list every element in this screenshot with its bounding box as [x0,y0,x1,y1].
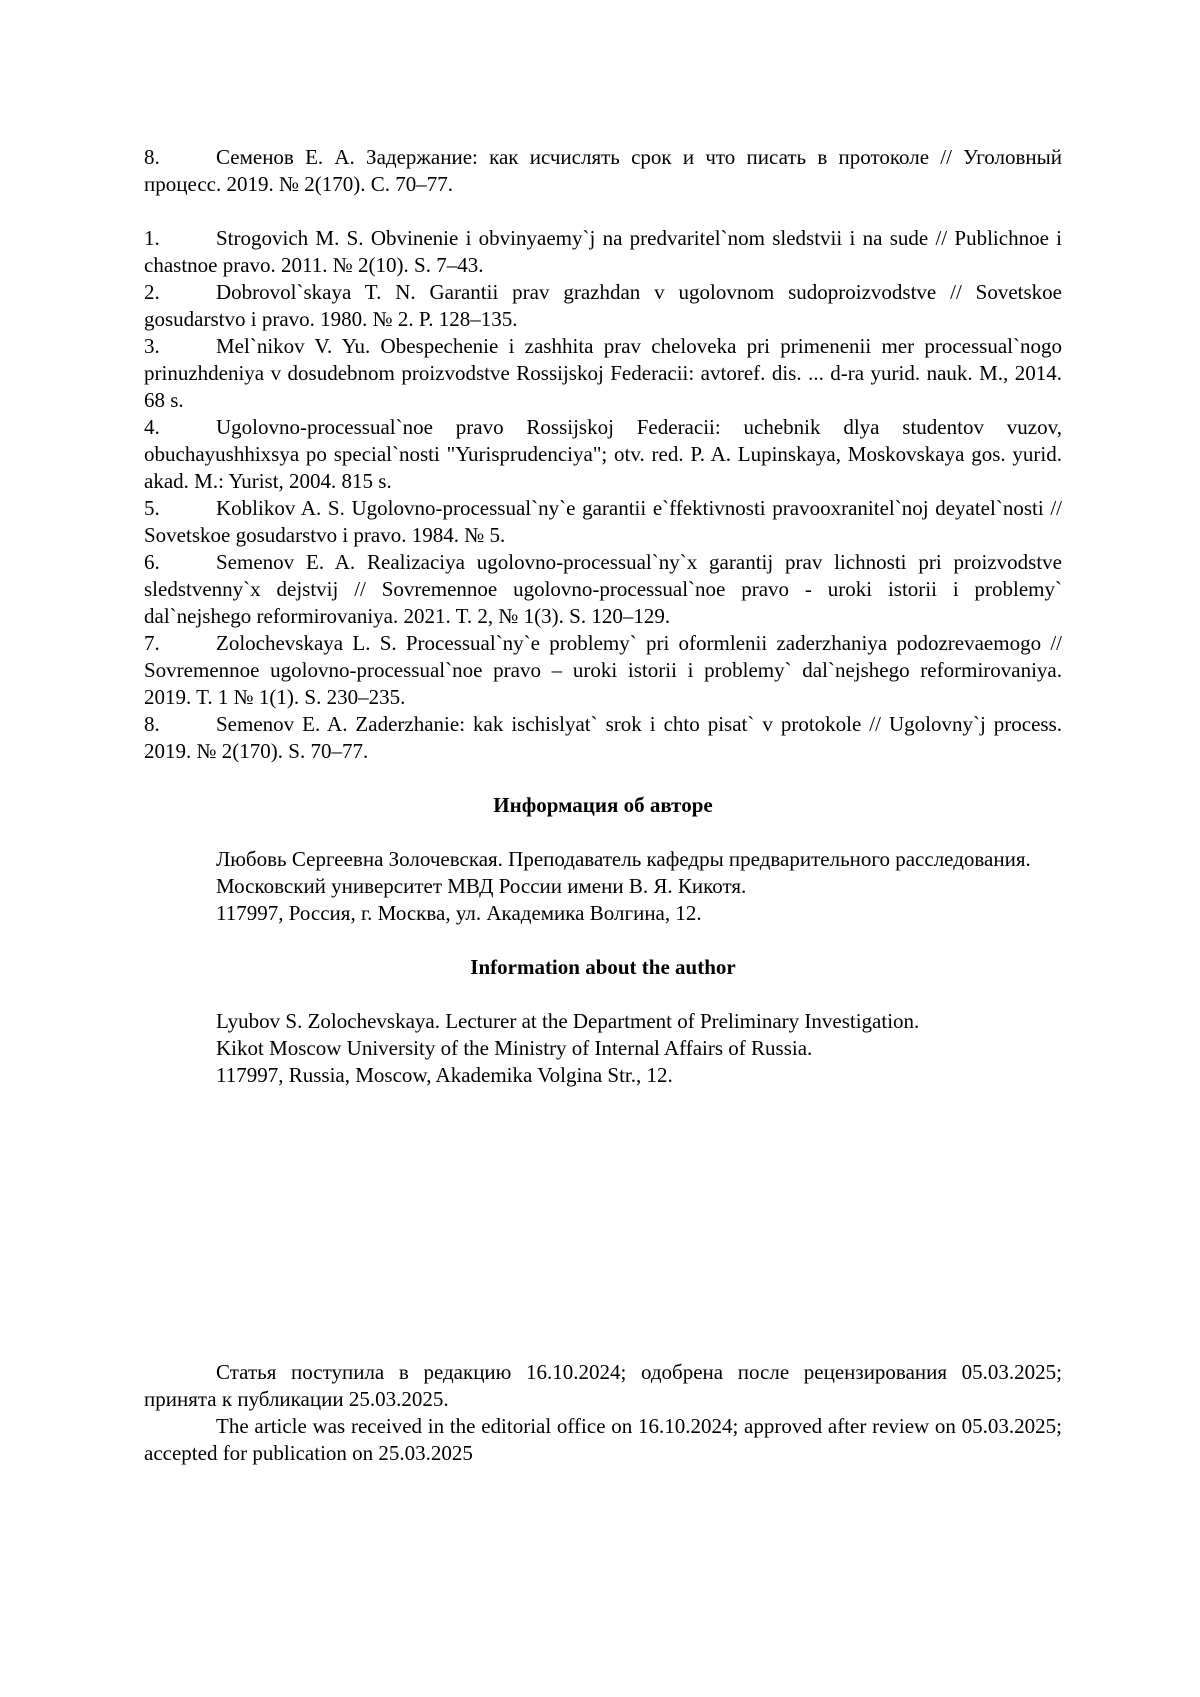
reference-item [144,630,1062,711]
author-info-en [144,954,1062,1089]
reference-text: Mel`nikov V. Yu. Obespechenie i zashhita prav cheloveka pri primenenii mer processual`nogo prinuzhdeniya v dosudebnom proizvodstve Rossijskoj Federacii: avtoref. dis. ... d-ra yurid. nauk. M., 2014. 68 s. [144,334,1062,412]
reference-number: 1. [144,226,160,250]
author-info-title-en: Information about the author [470,955,736,979]
author-info-title-ru: Информация об авторе [493,793,713,817]
page-content [144,144,1062,1467]
reference-number: 4. [144,415,160,439]
reference-number: 2. [144,280,160,304]
reference-text: Semenov E. A. Realizaciya ugolovno-processual`ny`x garantij prav lichnosti pri proizvodstve sledstvenny`x dejstvij // Sovremennoe ugolovno-processual`noe pravo - uroki istorii i problemy` dal`nejshego reformirovaniya. 2021. T. 2, № 1(3). S. 120–129. [144,550,1062,628]
reference-text: Zolochevskaya L. S. Processual`ny`e problemy` pri oformlenii zaderzhaniya podozrevaemogo // Sovremennoe ugolovno-processual`noe pravo – uroki istorii i problemy` dal`nejshego reformirovaniya. 2019. T. 1 № 1(1). S. 230–235. [144,631,1062,709]
author-address-ru: 117997, Россия, г. Москва, ул. Академика Волгина, 12. [216,901,702,925]
reference-list-ru [144,144,1062,198]
reference-text: Semenov E. A. Zaderzhanie: kak ischislyat` srok i chto pisat` v protokole // Ugolovny`j process. 2019. № 2(170). S. 70–77. [144,712,1062,763]
reference-number: 7. [144,631,160,655]
reference-item [144,333,1062,414]
reference-item [144,225,1062,279]
author-bio-ru: Любовь Сергеевна Золочевская. Преподаватель кафедры предварительного расследования. [216,847,1031,871]
reference-text: Dobrovol`skaya T. N. Garantii prav grazhdan v ugolovnom sudoproizvodstve // Sovetskoe gosudarstvo i pravo. 1980. № 2. P. 128–135. [144,280,1062,331]
author-bio-en: Lyubov S. Zolochevskaya. Lecturer at the Department of Preliminary Investigation. [216,1009,920,1033]
reference-item [144,711,1062,765]
author-address-en: 117997, Russia, Moscow, Akademika Volgina Str., 12. [216,1063,673,1087]
reference-item [144,279,1062,333]
article-dates-ru: Статья поступила в редакцию 16.10.2024; одобрена после рецензирования 05.03.2025; принята к публикации 25.03.2025. [144,1360,1062,1411]
reference-number: 3. [144,334,160,358]
reference-text: Strogovich M. S. Obvinenie i obvinyaemy`j na predvaritel`nom sledstvii i na sude // Publichnoe i chastnoe pravo. 2011. № 2(10). S. 7–43. [144,226,1062,277]
article-dates-en: The article was received in the editorial office on 16.10.2024; approved after review on 05.03.2025; accepted for publication on 25.03.2025 [144,1414,1062,1465]
article-dates [144,1359,1062,1467]
reference-number: 8. [144,145,160,169]
author-affiliation-ru: Московский университет МВД России имени В. Я. Кикотя. [216,874,747,898]
author-affiliation-en: Kikot Moscow University of the Ministry of Internal Affairs of Russia. [216,1036,813,1060]
reference-item [144,144,1062,198]
reference-text: Семенов Е. А. Задержание: как исчислять срок и что писать в протоколе // Уголовный процесс. 2019. № 2(170). С. 70–77. [144,145,1062,196]
reference-item [144,549,1062,630]
reference-number: 6. [144,550,160,574]
reference-item [144,495,1062,549]
reference-item [144,414,1062,495]
author-info-ru [144,792,1062,927]
reference-list-translit [144,225,1062,765]
reference-number: 8. [144,712,160,736]
reference-text: Koblikov A. S. Ugolovno-processual`ny`e garantii e`ffektivnosti pravooxranitel`noj deyatel`nosti // Sovetskoe gosudarstvo i pravo. 1984. № 5. [144,496,1062,547]
reference-number: 5. [144,496,160,520]
reference-text: Ugolovno-processual`noe pravo Rossijskoj Federacii: uchebnik dlya studentov vuzov, obuchayushhixsya po special`nosti "Yurisprudenciya"; otv. red. P. A. Lupinskaya, Moskovskaya gos. yurid. akad. M.: Yurist, 2004. 815 s. [144,415,1062,493]
